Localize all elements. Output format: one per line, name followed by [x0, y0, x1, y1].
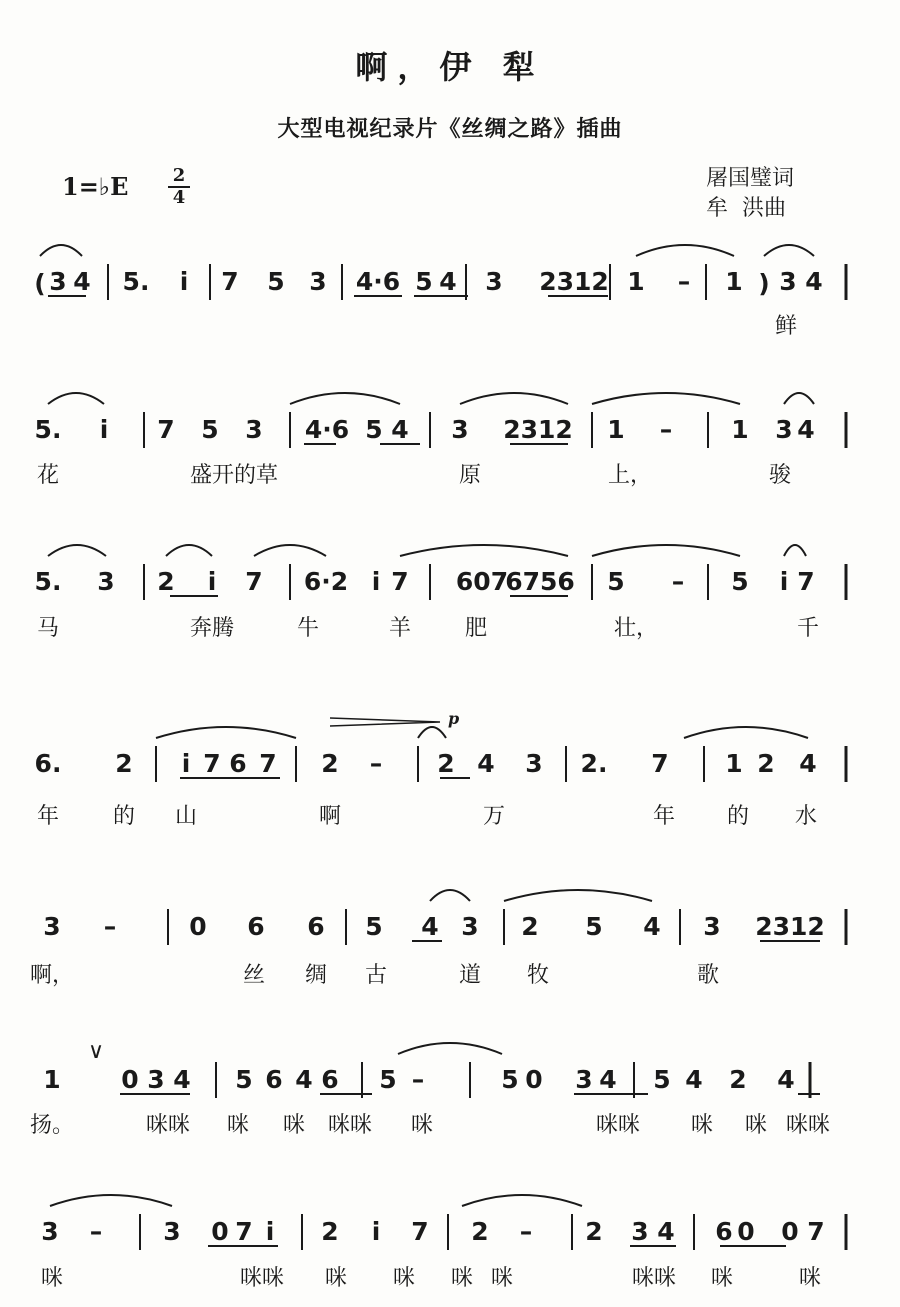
lyric-syllable: 花	[36, 463, 60, 488]
score-note: 4	[797, 415, 815, 444]
score-note: –	[411, 1065, 425, 1094]
lyric-syllable: 年	[36, 804, 60, 829]
lyric-syllable: 原	[458, 463, 482, 488]
score-note: 7	[807, 1217, 825, 1246]
score-note: –	[369, 749, 383, 778]
lyric-syllable: 咪	[710, 1266, 734, 1291]
score-note: 5	[235, 1065, 253, 1094]
lyric-syllable: 咪咪	[239, 1266, 285, 1291]
score-note: 6·2	[303, 567, 349, 596]
score-note: 4	[599, 1065, 617, 1094]
slur-mark	[48, 393, 104, 404]
lyric-syllable: 盛开的草	[189, 463, 279, 488]
slur-mark	[430, 890, 470, 901]
lyric-syllable: 咪	[324, 1266, 348, 1291]
score-note: 2	[521, 912, 539, 941]
lyric-syllable: 马	[36, 616, 60, 641]
score-note: 2312	[755, 912, 825, 941]
score-note: 7	[157, 415, 175, 444]
score-note: 1	[43, 1065, 61, 1094]
score-note: 3	[43, 912, 61, 941]
composer-credit: 牟 洪曲	[706, 196, 786, 221]
slur-mark	[764, 245, 814, 256]
score-note: 2	[471, 1217, 489, 1246]
score-note: –	[677, 267, 691, 296]
lyric-syllable: 奔腾	[189, 616, 235, 641]
score-note: 0	[211, 1217, 229, 1246]
lyric-syllable: 绸	[304, 963, 328, 988]
lyric-syllable: 鲜	[774, 314, 798, 339]
score-note: 4	[805, 267, 823, 296]
lyric-syllable: 牧	[526, 963, 550, 988]
lyric-syllable: 古	[364, 963, 388, 988]
score-note: 607	[455, 567, 509, 596]
score-note: i	[371, 567, 381, 596]
lyric-syllable: 山	[174, 804, 198, 829]
score-note: 3	[309, 267, 327, 296]
slur-mark	[400, 545, 568, 556]
score-note: 4	[799, 749, 817, 778]
score-note: 7	[651, 749, 669, 778]
lyric-syllable: 水	[794, 804, 818, 829]
score-note: 3	[147, 1065, 165, 1094]
lyric-syllable: 万	[482, 804, 506, 829]
score-note: 1	[725, 267, 743, 296]
lyric-syllable: 年	[652, 804, 676, 829]
score-note: 2	[729, 1065, 747, 1094]
lyric-syllable: 丝	[242, 963, 266, 988]
score-note: 5	[267, 267, 285, 296]
score-note: 6	[321, 1065, 339, 1094]
song-title: 啊，伊 犁	[355, 48, 545, 86]
score-note: 6	[265, 1065, 283, 1094]
slur-mark	[418, 727, 446, 738]
score-note: 2	[157, 567, 175, 596]
score-note: 6	[715, 1217, 733, 1246]
score-note: 2.	[580, 749, 608, 778]
lyric-syllable: 千	[796, 616, 820, 641]
score-note: 4	[421, 912, 439, 941]
score-note: 3	[525, 749, 543, 778]
score-note: 6	[229, 749, 247, 778]
score-note: 5	[501, 1065, 519, 1094]
score-note: 4	[73, 267, 91, 296]
slur-mark	[462, 1195, 582, 1206]
score-note: i	[181, 749, 191, 778]
slur-mark	[166, 545, 212, 556]
score-note: 5	[653, 1065, 671, 1094]
score-note: 3	[485, 267, 503, 296]
score-note: 4·6	[304, 415, 350, 444]
score-note: 0	[525, 1065, 543, 1094]
song-subtitle: 大型电视纪录片《丝绸之路》插曲	[277, 117, 623, 142]
slur-mark	[784, 545, 806, 556]
score-note: 5.	[34, 567, 62, 596]
score-note: 4	[643, 912, 661, 941]
lyric-syllable: 骏	[768, 463, 792, 488]
lyric-syllable: 歌	[696, 963, 720, 988]
score-note: –	[103, 912, 117, 941]
score-note: 1	[731, 415, 749, 444]
score-note: –	[659, 415, 673, 444]
score-note: 2	[757, 749, 775, 778]
lyric-syllable: 咪	[798, 1266, 822, 1291]
lyric-syllable: 咪咪	[595, 1113, 641, 1138]
lyric-syllable: 咪	[392, 1266, 416, 1291]
lyric-syllable: 咪咪	[145, 1113, 191, 1138]
score-note: 2	[321, 1217, 339, 1246]
score-note: 3	[575, 1065, 593, 1094]
dynamic-marking: p	[448, 709, 460, 728]
score-note: 5	[365, 415, 383, 444]
lyric-syllable: 上，	[607, 463, 653, 488]
score-note: 3	[49, 267, 67, 296]
lyric-syllable: 咪	[40, 1266, 64, 1291]
score-note: 3	[779, 267, 797, 296]
score-note: –	[89, 1217, 103, 1246]
lyric-syllable: 咪	[226, 1113, 250, 1138]
score-note: 3	[703, 912, 721, 941]
score-note: 5	[607, 567, 625, 596]
score-note: 7	[235, 1217, 253, 1246]
score-note: 6756	[505, 567, 575, 596]
score-note: 4	[439, 267, 457, 296]
slur-mark	[254, 545, 326, 556]
score-note: 2	[585, 1217, 603, 1246]
lyric-syllable: 肥	[464, 616, 488, 641]
slur-mark	[592, 545, 740, 556]
lyric-syllable: 咪咪	[631, 1266, 677, 1291]
score-note: 5.	[122, 267, 150, 296]
score-note: 3	[41, 1217, 59, 1246]
score-note: 7	[411, 1217, 429, 1246]
score-paren: )	[758, 269, 770, 298]
score-note: 5	[201, 415, 219, 444]
score-note: 1	[607, 415, 625, 444]
slur-mark	[592, 393, 740, 404]
slur-mark	[40, 245, 82, 256]
lyric-syllable: 的	[726, 804, 750, 829]
score-note: 3	[631, 1217, 649, 1246]
lyric-syllable: 咪	[282, 1113, 306, 1138]
lyricist-credit: 屠国璧词	[706, 166, 795, 191]
score-note: –	[519, 1217, 533, 1246]
score-note: i	[99, 415, 109, 444]
score-note: 3	[461, 912, 479, 941]
score-note: 6.	[34, 749, 62, 778]
score-note: 0	[189, 912, 207, 941]
score-note: 7	[391, 567, 409, 596]
score-note: 2312	[539, 267, 609, 296]
lyric-syllable: 咪咪	[327, 1113, 373, 1138]
score-note: i	[371, 1217, 381, 1246]
lyric-syllable: 咪	[410, 1113, 434, 1138]
score-note: 4	[685, 1065, 703, 1094]
score-note: i	[179, 267, 189, 296]
score-note: 1	[627, 267, 645, 296]
slur-mark	[50, 1195, 172, 1206]
score-note: 5.	[34, 415, 62, 444]
slur-mark	[290, 393, 400, 404]
breath-mark: ∨	[87, 1039, 105, 1064]
score-note: i	[207, 567, 217, 596]
score-note: 4·6	[355, 267, 401, 296]
slur-mark	[398, 1043, 502, 1054]
score-note: 3	[775, 415, 793, 444]
score-note: 5	[585, 912, 603, 941]
score-note: 5	[731, 567, 749, 596]
score-note: 7	[203, 749, 221, 778]
time-signature-bottom: 4	[172, 187, 186, 208]
slur-mark	[460, 393, 568, 404]
score-note: 4	[295, 1065, 313, 1094]
score-note: 7	[259, 749, 277, 778]
slur-mark	[636, 245, 734, 256]
score-note: 3	[97, 567, 115, 596]
lyric-syllable: 咪	[744, 1113, 768, 1138]
score-note: i	[265, 1217, 275, 1246]
slur-mark	[48, 545, 106, 556]
score-note: 2	[321, 749, 339, 778]
score-note: 5	[379, 1065, 397, 1094]
score-note: 0	[737, 1217, 755, 1246]
time-signature-top: 2	[168, 166, 190, 188]
lyric-syllable: 的	[112, 804, 136, 829]
score-note: 1	[725, 749, 743, 778]
score-note: 3	[245, 415, 263, 444]
score-note: 5	[365, 912, 383, 941]
score-note: 5	[415, 267, 433, 296]
hairpin-mark	[330, 718, 440, 726]
score-note: 3	[163, 1217, 181, 1246]
slur-mark	[156, 727, 296, 738]
score-paren: (	[34, 269, 46, 298]
score-note: 4	[477, 749, 495, 778]
lyric-syllable: 咪	[490, 1266, 514, 1291]
lyric-syllable: 壮，	[613, 616, 659, 641]
score-note: 7	[221, 267, 239, 296]
slur-mark	[784, 393, 814, 404]
lyric-syllable: 咪	[690, 1113, 714, 1138]
score-note: i	[779, 567, 789, 596]
score-note: 2312	[503, 415, 573, 444]
score-note: 3	[451, 415, 469, 444]
lyric-syllable: 咪	[450, 1266, 474, 1291]
score-note: 4	[391, 415, 409, 444]
score-note: 6	[307, 912, 325, 941]
score-note: 6	[247, 912, 265, 941]
lyric-syllable: 啊	[318, 804, 342, 829]
score-note: 4	[657, 1217, 675, 1246]
score-note: 2	[115, 749, 133, 778]
lyric-syllable: 牛	[296, 616, 320, 641]
key-signature: 1=♭E	[62, 172, 129, 201]
slur-mark	[684, 727, 808, 738]
score-note: 7	[245, 567, 263, 596]
score-note: –	[671, 567, 685, 596]
lyric-syllable: 道	[458, 963, 482, 988]
score-note: 7	[797, 567, 815, 596]
score-note: 2	[437, 749, 455, 778]
lyric-syllable: 啊，	[29, 963, 75, 988]
score-note: 0	[781, 1217, 799, 1246]
score-note: 4	[777, 1065, 795, 1094]
lyric-syllable: 扬。	[29, 1113, 75, 1138]
slur-mark	[504, 890, 652, 901]
lyric-syllable: 咪咪	[785, 1113, 831, 1138]
score-note: 0	[121, 1065, 139, 1094]
lyric-syllable: 羊	[388, 616, 412, 641]
score-note: 4	[173, 1065, 191, 1094]
